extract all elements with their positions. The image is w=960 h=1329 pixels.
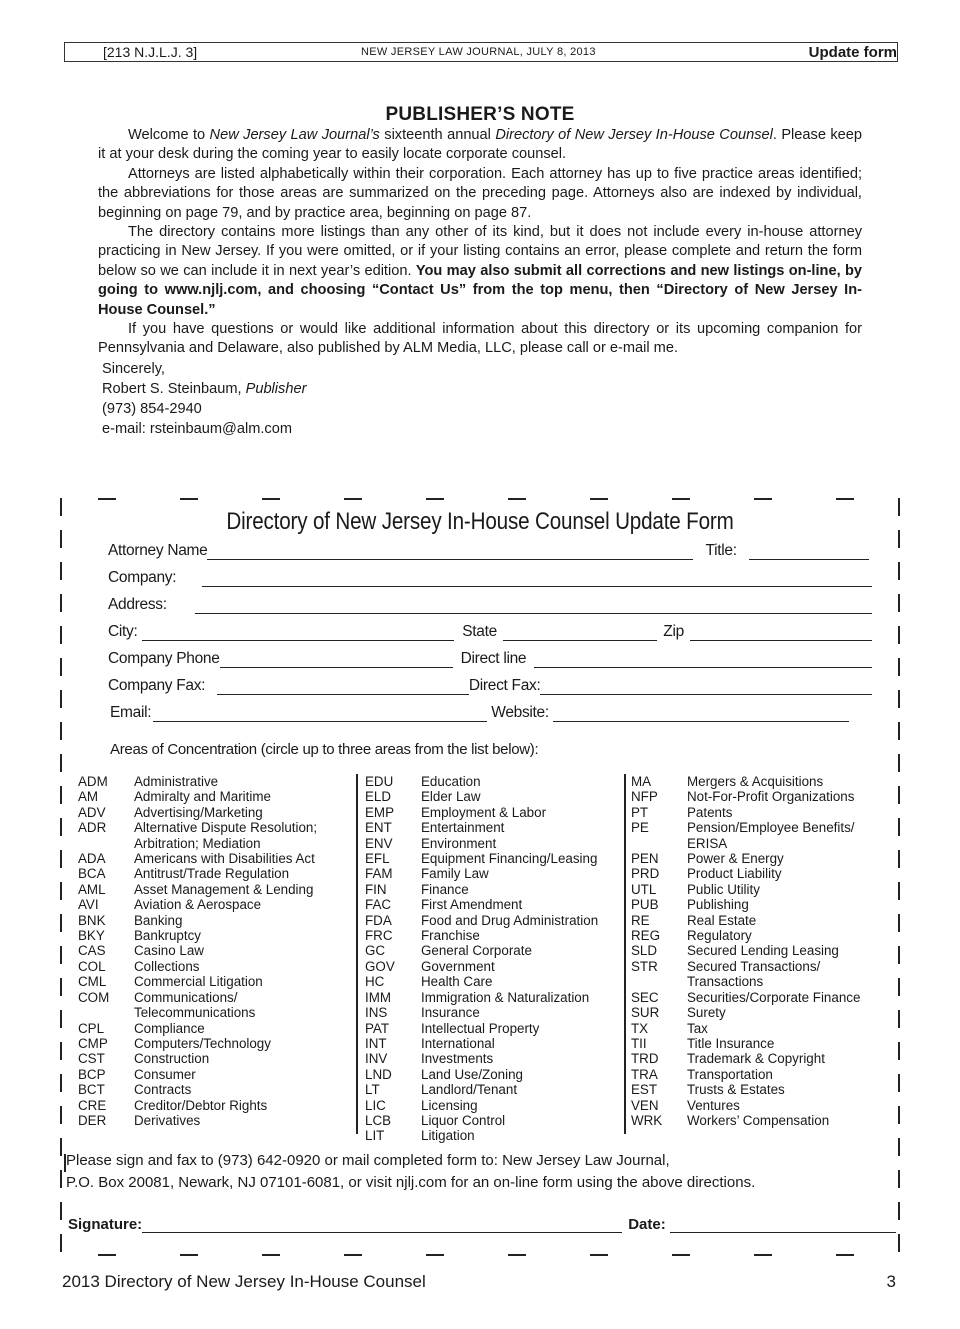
attorney-name-row [108,540,872,560]
practice-area-abbr: TX [631,1020,649,1036]
company-phone-label: Company Phone [108,650,220,667]
practice-area-name: Consumer [134,1066,196,1082]
practice-area-item[interactable] [78,990,317,1005]
practice-area-item[interactable] [78,928,317,943]
practice-area-abbr: REG [631,928,661,944]
practice-area-name: Communications/ [134,989,238,1005]
practice-area-item[interactable] [78,866,317,881]
practice-area-name: Surety [687,1005,726,1021]
practice-area-name: Advertising/Marketing [134,804,263,820]
practice-area-item[interactable] [631,974,860,989]
practice-area-item[interactable] [631,820,860,835]
practice-area-item[interactable] [631,959,860,974]
practice-area-item[interactable] [631,1067,860,1082]
practice-area-item[interactable] [78,1082,317,1097]
practice-area-name: Creditor/Debtor Rights [134,1097,268,1113]
practice-area-name: Antitrust/Trade Regulation [134,866,290,882]
practice-area-item[interactable] [365,789,598,804]
practice-area-abbr: CML [78,974,107,990]
practice-area-abbr: ENT [365,820,392,836]
practice-area-name: Investments [421,1051,494,1067]
citation: [213 N.J.L.J. 3] [103,44,198,60]
areas-of-concentration-label: Areas of Concentration (circle up to three areas from the list below): [110,741,539,758]
practice-area-abbr: COL [78,958,106,974]
note-text-bold: You may also submit all corrections and new listings on-line, by going to www.njlj.com, and choosing “Contact Us” from the top menu, then “Directory of New Jersey In-House Counsel.” [98,262,862,318]
practice-area-name: Pension/Employee Benefits/ [687,820,855,836]
practice-area-abbr: ENV [365,835,393,851]
practice-area-item[interactable] [631,789,860,804]
practice-area-abbr: ADR [78,820,107,836]
practice-area-abbr [78,1005,134,1020]
practice-area-name: Licensing [421,1097,478,1113]
note-title: PUBLISHER’S NOTE [385,104,575,125]
practice-area-name: Family Law [421,866,489,882]
practice-area-name: Derivatives [134,1112,201,1128]
company-fax-label: Company Fax: [108,677,206,694]
practice-area-abbr: ADM [78,774,108,789]
practice-area-name: Landlord/Tenant [421,1082,518,1098]
form-border-top [60,498,900,500]
direct-line-label: Direct line [460,650,527,667]
footer-title: 2013 Directory of New Jersey In-House Counsel [62,1272,426,1291]
form-title: Directory of New Jersey In-House Counsel Update Form [226,508,734,535]
practice-area-name: Trademark & Copyright [687,1051,825,1067]
practice-area-item[interactable] [365,882,598,897]
practice-area-item[interactable] [365,990,598,1005]
practice-area-abbr: AM [78,789,99,805]
publishers-note [98,126,862,439]
practice-area-abbr: MA [631,774,652,789]
practice-area-abbr: FDA [365,912,392,928]
areas-column-3 [631,774,860,1128]
practice-area-name: Publishing [687,897,749,913]
practice-area-abbr: CPL [78,1020,105,1036]
email-label: Email: [110,704,152,721]
practice-area-name: Computers/Technology [134,1035,271,1051]
practice-area-name: Litigation [421,1128,475,1144]
practice-area-abbr: EST [631,1082,658,1098]
practice-area-abbr: TII [631,1035,647,1051]
practice-area-item[interactable] [78,1036,317,1051]
practice-area-name: Elder Law [421,789,481,805]
direct-fax-label: Direct Fax: [468,677,541,694]
website-field[interactable] [553,708,849,722]
practice-area-name: Health Care [421,974,493,990]
practice-area-abbr: NFP [631,789,658,805]
state-field[interactable] [503,627,657,641]
practice-area-abbr: TRA [631,1066,658,1082]
practice-area-item[interactable] [78,1098,317,1113]
practice-area-item[interactable] [631,1036,860,1051]
address-row [108,594,872,614]
practice-area-item[interactable] [78,820,317,835]
practice-area-item[interactable] [631,1113,860,1128]
practice-area-item[interactable] [631,897,860,912]
closing: Sincerely, [102,360,165,377]
practice-area-abbr: FAC [365,897,392,913]
signer-role: Publisher [245,380,307,397]
practice-area-item[interactable] [365,1036,598,1051]
practice-area-name: Securities/Corporate Finance [687,989,861,1005]
practice-area-name: Transactions [687,974,764,990]
company-phone-field[interactable] [220,654,453,668]
practice-area-item[interactable] [365,1082,598,1097]
practice-area-name: Regulatory [687,928,752,944]
practice-area-name: Liquor Control [421,1112,506,1128]
city-label: City: [108,623,138,640]
practice-area-item[interactable] [78,836,317,851]
practice-area-item[interactable] [365,974,598,989]
practice-area-abbr [631,974,687,989]
signer-name: Robert S. Steinbaum, [102,380,246,397]
practice-area-abbr: GC [365,943,386,959]
practice-area-item[interactable] [78,897,317,912]
practice-area-name: Trusts & Estates [687,1082,785,1098]
practice-area-abbr: LT [365,1082,380,1098]
practice-area-abbr: EFL [365,851,390,867]
practice-area-name: Public Utility [687,881,760,897]
practice-area-name: Food and Drug Administration [421,912,599,928]
practice-area-name: Workers’ Compensation [687,1112,830,1128]
practice-area-abbr: VEN [631,1097,659,1113]
practice-area-name: Asset Management & Lending [134,881,314,897]
practice-area-abbr: LIC [365,1097,386,1113]
practice-area-name: Construction [134,1051,210,1067]
practice-area-name: International [421,1035,495,1051]
practice-area-name: Contracts [134,1082,192,1098]
column-divider [624,774,626,1134]
practice-area-abbr: SUR [631,1005,660,1021]
website-label: Website: [491,704,549,721]
practice-area-item[interactable] [631,1098,860,1113]
date-field[interactable] [670,1219,896,1233]
company-row [108,567,872,587]
practice-area-abbr: INV [365,1051,388,1067]
practice-area-abbr: COM [78,989,110,1005]
practice-area-abbr: STR [631,958,658,974]
practice-area-item[interactable] [365,1005,598,1020]
address-field[interactable] [195,600,872,614]
company-label: Company: [108,569,177,586]
practice-area-abbr: LND [365,1066,392,1082]
practice-area-abbr: HC [365,974,385,990]
practice-area-abbr: EMP [365,804,395,820]
practice-area-item[interactable] [365,928,598,943]
practice-area-name: Finance [421,881,469,897]
areas-column-1 [78,774,317,1128]
practice-area-item[interactable] [365,1067,598,1082]
practice-area-name: Entertainment [421,820,505,836]
practice-area-abbr: FIN [365,881,387,897]
form-border-left [60,498,62,1256]
practice-area-item[interactable] [631,1051,860,1066]
practice-area-abbr [631,836,687,851]
practice-area-item[interactable] [365,1113,598,1128]
note-text: sixteenth annual [379,127,496,143]
practice-area-item[interactable] [365,1021,598,1036]
practice-area-name: Title Insurance [687,1035,775,1051]
attorney-name-field[interactable] [207,546,693,560]
practice-area-name: Mergers & Acquisitions [687,774,824,789]
mail-bar [64,1154,66,1172]
practice-area-name: Americans with Disabilities Act [134,851,315,867]
practice-area-item[interactable] [78,1051,317,1066]
practice-area-item[interactable] [365,1128,598,1143]
practice-area-name: Administrative [134,774,219,789]
page-header [64,42,898,62]
practice-area-item[interactable] [365,1098,598,1113]
mailing-instructions [66,1150,755,1194]
practice-area-name: General Corporate [421,943,532,959]
practice-area-abbr: BCT [78,1082,105,1098]
email-website-row [110,702,874,722]
practice-area-abbr: EDU [365,774,394,789]
practice-area-abbr: INS [365,1005,388,1021]
practice-area-abbr: PRD [631,866,660,882]
practice-area-abbr: CMP [78,1035,108,1051]
practice-area-item[interactable] [78,959,317,974]
zip-label: Zip [663,623,684,640]
practice-area-item[interactable] [78,882,317,897]
practice-area-item[interactable] [78,1113,317,1128]
practice-area-abbr: PEN [631,851,659,867]
practice-area-name: Commercial Litigation [134,974,263,990]
practice-area-name: Patents [687,804,733,820]
practice-area-name: Telecommunications [134,1005,256,1021]
practice-area-item[interactable] [365,866,598,881]
practice-area-name: Insurance [421,1005,480,1021]
practice-area-abbr: DER [78,1112,107,1128]
practice-area-abbr: TRD [631,1051,659,1067]
note-text: Welcome to [128,127,210,143]
practice-area-name: First Amendment [421,897,523,913]
mail-line-1: Please sign and fax to (973) 642-0920 or mail completed form to: New Jersey Law Journal, [66,1152,670,1169]
practice-area-name: Casino Law [134,943,204,959]
practice-area-abbr: PAT [365,1020,390,1036]
note-text-italic: New Jersey Law Journal’s [209,127,380,143]
signature-row [68,1216,898,1233]
practice-area-name: Aviation & Aerospace [134,897,262,913]
form-border-right [898,498,900,1256]
practice-area-abbr: BCA [78,866,106,882]
practice-area-item[interactable] [365,774,598,789]
practice-area-abbr: CAS [78,943,106,959]
form-border-bottom [60,1254,900,1256]
note-text-italic: Directory of New Jersey In-House Counsel [495,127,773,143]
title-label: Title: [705,542,737,559]
practice-area-item[interactable] [78,974,317,989]
company-fax-field[interactable] [217,681,469,695]
practice-area-item[interactable] [631,851,860,866]
practice-area-name: Power & Energy [687,851,784,867]
practice-area-item[interactable] [365,959,598,974]
practice-area-abbr: WRK [631,1112,663,1128]
publication-line: NEW JERSEY LAW JOURNAL, JULY 8, 2013 [361,46,596,58]
practice-area-abbr [78,836,134,851]
practice-area-item[interactable] [631,1082,860,1097]
practice-area-name: Admiralty and Maritime [134,789,271,805]
practice-area-item[interactable] [631,990,860,1005]
note-paragraph-1 [98,126,862,165]
practice-area-abbr: LIT [365,1128,385,1144]
practice-area-abbr: ADV [78,804,106,820]
note-paragraph-2: Attorneys are listed alphabetically within their corporation. Each attorney has up to five practice areas identified; the abbreviations for those areas are summarized on the preceding page. Attorneys also are indexed by individual, beginning on page 79, and by practice area, beginning on page 87. [98,165,862,221]
practice-area-name: Equipment Financing/Leasing [421,851,598,867]
practice-area-abbr: PE [631,820,649,836]
practice-area-abbr: BCP [78,1066,106,1082]
practice-area-abbr: BNK [78,912,106,928]
practice-area-item[interactable] [631,1005,860,1020]
signature-label: Signature: [68,1216,143,1233]
date-label: Date: [628,1216,666,1233]
practice-area-item[interactable] [365,943,598,958]
note-text: . Please keep it at your desk during the coming year to easily locate corporate counsel. [98,127,862,163]
practice-area-abbr: IMM [365,989,392,1005]
practice-area-name: Collections [134,958,200,974]
signer-phone: (973) 854-2940 [102,400,202,417]
practice-area-name: Immigration & Naturalization [421,989,590,1005]
phone-row [108,648,872,668]
practice-area-item[interactable] [78,1021,317,1036]
practice-area-item[interactable] [365,836,598,851]
practice-area-name: Tax [687,1020,708,1036]
practice-area-item[interactable] [78,805,317,820]
practice-area-item[interactable] [631,1021,860,1036]
practice-area-item[interactable] [365,913,598,928]
practice-area-abbr: CRE [78,1097,107,1113]
signature-field[interactable] [142,1219,622,1233]
practice-area-item[interactable] [78,851,317,866]
signer [98,379,862,399]
practice-area-item[interactable] [78,1067,317,1082]
signer-email: e-mail: rsteinbaum@alm.com [102,420,292,437]
note-paragraph-3 [98,223,862,320]
practice-area-abbr: SLD [631,943,658,959]
direct-fax-field[interactable] [540,681,872,695]
practice-area-abbr: SEC [631,989,659,1005]
practice-area-abbr: INT [365,1035,387,1051]
practice-area-name: Arbitration; Mediation [134,835,261,851]
practice-area-item[interactable] [631,866,860,881]
practice-area-abbr: AVI [78,897,99,913]
practice-area-abbr: AML [78,881,106,897]
practice-area-abbr: LCB [365,1112,392,1128]
city-state-zip-row [108,621,872,641]
practice-area-item[interactable] [365,820,598,835]
practice-area-abbr: CST [78,1051,105,1067]
practice-area-item[interactable] [631,805,860,820]
practice-area-item[interactable] [78,774,317,789]
practice-area-name: Real Estate [687,912,757,928]
column-divider [356,774,358,1134]
company-field[interactable] [202,573,872,587]
practice-area-item[interactable] [365,897,598,912]
practice-area-name: Intellectual Property [421,1020,540,1036]
practice-area-name: Banking [134,912,183,928]
practice-area-item[interactable] [631,928,860,943]
practice-area-name: Environment [421,835,497,851]
practice-area-item[interactable] [631,774,860,789]
practice-area-abbr: GOV [365,958,395,974]
practice-area-item[interactable] [631,943,860,958]
practice-area-name: Franchise [421,928,480,944]
practice-area-name: Compliance [134,1020,205,1036]
practice-area-abbr: PUB [631,897,659,913]
practice-area-name: Bankruptcy [134,928,201,944]
practice-area-abbr: ELD [365,789,392,805]
address-label: Address: [108,596,167,613]
practice-area-item[interactable] [631,913,860,928]
title-field[interactable] [749,546,869,560]
page-number: 3 [886,1272,896,1291]
attorney-name-label: Attorney Name [108,542,208,559]
zip-field[interactable] [690,627,872,641]
email-field[interactable] [153,708,487,722]
practice-area-name: ERISA [687,835,728,851]
note-paragraph-4: If you have questions or would like additional information about this directory or its upcoming companion for Pennsylvania and Delaware, also published by ALM Media, LLC, please call or e-mail me. [98,321,862,357]
practice-area-name: Secured Lending Leasing [687,943,839,959]
practice-area-name: Transportation [687,1066,773,1082]
section-label: Update form [808,44,897,61]
state-label: State [462,623,497,640]
practice-area-item[interactable] [78,913,317,928]
practice-area-item[interactable] [78,943,317,958]
practice-area-abbr: FAM [365,866,393,882]
practice-area-name: Government [421,958,495,974]
fax-row [108,675,872,695]
note-text: The directory contains more listings than any other of its kind, but it does not include every in-house attorney practicing in New Jersey. If you were omitted, or if your listing contains an error, please complete and return the form below so we can include it in next year’s edition. [98,224,862,279]
practice-area-name: Secured Transactions/ [687,958,821,974]
practice-area-name: Not-For-Profit Organizations [687,789,855,805]
practice-area-item[interactable] [365,851,598,866]
direct-line-field[interactable] [534,654,872,668]
practice-area-abbr: PT [631,804,649,820]
practice-area-name: Land Use/Zoning [421,1066,523,1082]
practice-area-abbr: FRC [365,928,393,944]
city-field[interactable] [142,627,455,641]
practice-area-name: Product Liability [687,866,782,882]
practice-area-item[interactable] [631,882,860,897]
update-form [60,498,900,1256]
practice-area-abbr: RE [631,912,650,928]
practice-area-item[interactable] [78,1005,317,1020]
practice-area-abbr: UTL [631,881,657,897]
practice-area-item[interactable] [365,1051,598,1066]
practice-area-name: Ventures [687,1097,740,1113]
mail-line-2: P.O. Box 20081, Newark, NJ 07101-6081, or visit njlj.com for an on-line form using the above directions. [66,1174,756,1191]
practice-area-item[interactable] [78,789,317,804]
areas-column-2 [365,774,598,1144]
practice-area-name: Alternative Dispute Resolution; [134,820,318,836]
practice-area-item[interactable] [631,836,860,851]
practice-area-name: Employment & Labor [421,804,547,820]
practice-area-item[interactable] [365,805,598,820]
practice-area-abbr: BKY [78,928,105,944]
practice-area-name: Education [421,774,481,789]
practice-area-abbr: ADA [78,851,106,867]
